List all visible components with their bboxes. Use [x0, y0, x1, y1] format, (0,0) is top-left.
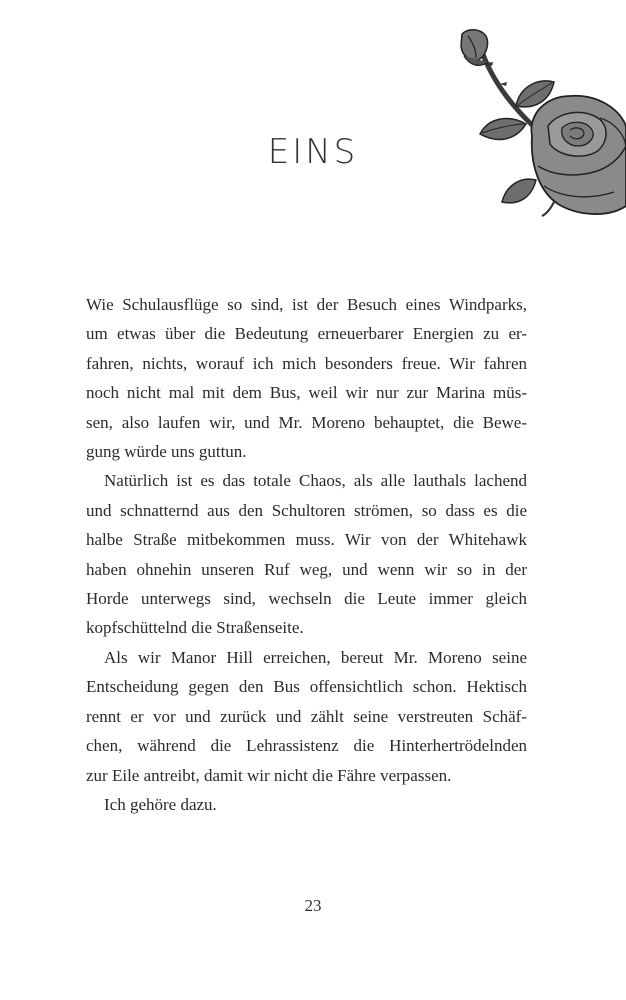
text-line: haben ohnehin unseren Ruf weg, und wenn wir so in der [86, 559, 527, 579]
text-line: Als wir Manor Hill erreichen, bereut Mr. Moreno seine [104, 647, 527, 667]
text-line: Wie Schulausflüge so sind, ist der Besuch eines Windparks, [86, 295, 527, 314]
text-line: Horde unterwegs sind, wechseln die Leute immer gleich [86, 589, 527, 609]
text-line: um etwas über die Bedeutung erneuerbarer Energien zu er- [86, 324, 527, 344]
text-line: chen, während die Lehrassistenz die Hinterhertrödelnden [86, 736, 527, 756]
rose-illustration-icon [458, 26, 626, 218]
page-number: 23 [304, 896, 322, 915]
text-line: gung würde uns guttun. [86, 442, 247, 462]
text-line: Natürlich ist es das totale Chaos, als alle lauthals lachend [104, 471, 527, 491]
text-line: fahren, nichts, worauf ich mich besonders freue. Wir fahren [86, 353, 527, 373]
text-line: sen, also laufen wir, und Mr. Moreno behauptet, die Bewe- [86, 412, 527, 432]
text-line: Ich gehöre dazu. [104, 794, 217, 814]
chapter-body [86, 290, 527, 819]
text-line: und schnatternd aus den Schultoren strömen, so dass es die [86, 500, 527, 520]
text-line: noch nicht mal mit dem Bus, weil wir nur zur Marina müs- [86, 383, 527, 403]
text-line: Entscheidung gegen den Bus offensichtlich schon. Hektisch [86, 677, 527, 697]
text-line: rennt er vor und zurück und zählt seine verstreuten Schäf- [86, 706, 527, 726]
text-line: kopfschüttelnd die Straßenseite. [86, 618, 304, 638]
text-line: zur Eile antreibt, damit wir nicht die Fähre verpassen. [86, 765, 452, 785]
chapter-title: EINS [267, 132, 359, 172]
text-line: halbe Straße mitbekommen muss. Wir von der Whitehawk [86, 530, 527, 550]
